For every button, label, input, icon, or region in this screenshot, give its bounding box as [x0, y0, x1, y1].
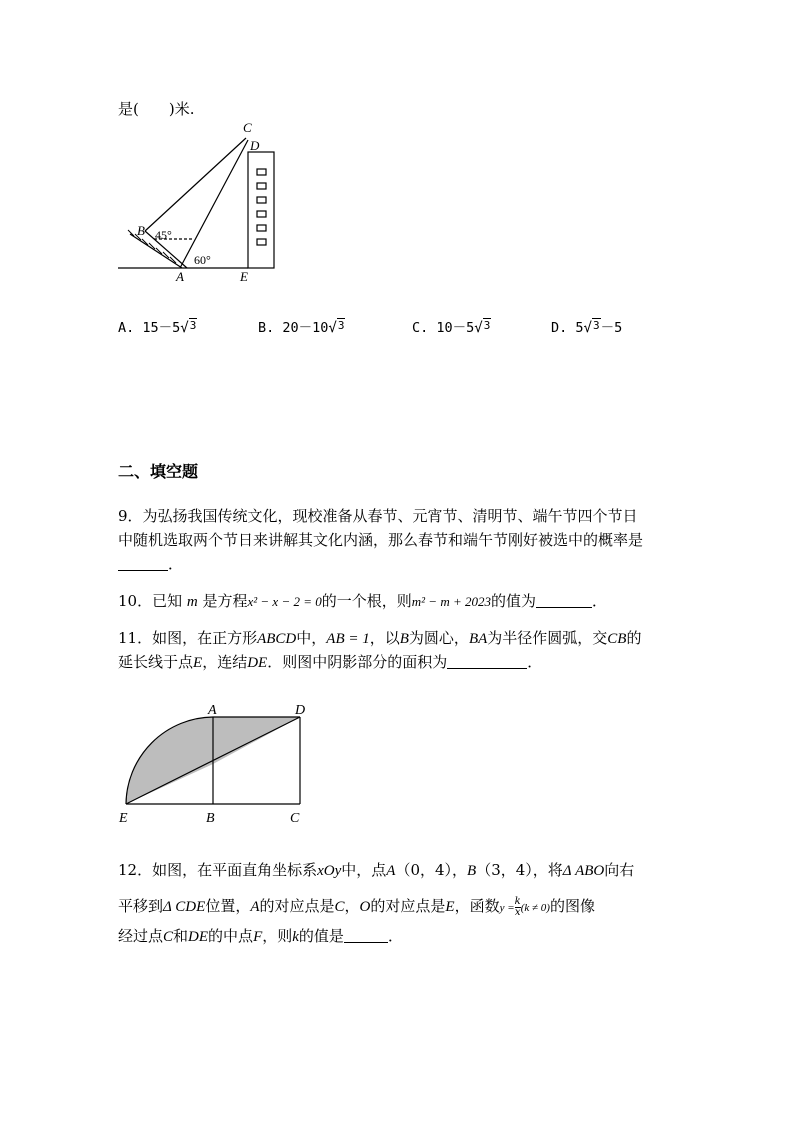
- q11-label-c: C: [290, 811, 300, 826]
- sqrt-icon: √3: [328, 319, 345, 336]
- section-heading: 二、填空题: [118, 462, 199, 481]
- q8-label-c: C: [243, 120, 252, 135]
- q9-answer-blank[interactable]: [118, 556, 168, 571]
- q9-line-1: 9．为弘扬我国传统文化，现校准备从春节、元宵节、清明节、端午节四个节日: [118, 507, 638, 525]
- q11-label-e: E: [119, 811, 128, 826]
- q8-option-d[interactable]: D. 5√3－5: [551, 319, 623, 336]
- sqrt-icon: √3: [474, 319, 491, 336]
- q8-option-b[interactable]: B. 20－10√3: [258, 319, 345, 336]
- q8-option-a[interactable]: A. 15－5√3: [118, 319, 197, 336]
- sqrt-icon: √3: [583, 319, 600, 336]
- q10-answer-blank[interactable]: [536, 593, 592, 608]
- q12-fraction: $\frac{k}{x}$: [514, 895, 521, 918]
- q9-line-2: 中随机选取两个节日来讲解其文化内涵，那么春节和端午节刚好被选中的概率是: [118, 531, 644, 549]
- q11-label-a: A: [208, 703, 217, 718]
- q12-answer-blank[interactable]: [344, 928, 388, 943]
- q11-answer-blank[interactable]: [447, 654, 527, 669]
- q8-label-d: D: [250, 138, 260, 153]
- q11-label-d: D: [295, 703, 306, 718]
- sqrt-icon: √3: [180, 319, 197, 336]
- q8-stem-end: 是( )米.: [118, 100, 195, 118]
- q8-label-e: E: [240, 269, 248, 284]
- q8-angle-b: 45°: [155, 228, 172, 242]
- q12-line-2: 平移到Δ CDE位置，A的对应点是C，O的对应点是E，函数y = $\frac{k}{x}$ (k ≠ 0)的图像: [118, 895, 595, 918]
- q11-line-2: 延长线于点E，连结DE．则图中阴影部分的面积为 ．: [118, 653, 543, 671]
- q8-angle-a: 60°: [194, 253, 211, 267]
- q9-line-3: ．: [118, 554, 183, 574]
- q8-figure: [110, 118, 290, 288]
- q11-figure: [112, 698, 312, 828]
- q12-line-1: 12．如图，在平面直角坐标系xOy中，点A（0，4），B（3，4），将Δ ABO向右: [118, 861, 635, 879]
- q11-label-b: B: [206, 811, 215, 826]
- q12-line-3: 经过点C和DE的中点F，则k的值是 ．: [118, 927, 403, 945]
- q11-line-1: 11．如图，在正方形ABCD中，AB = 1，以B为圆心，BA为半径作圆弧，交CB的: [118, 629, 642, 647]
- q10-line: 10．已知 m 是方程x² − x − 2 = 0的一个根，则m² − m + 2023的值为 ．: [118, 592, 608, 610]
- q8-label-a: A: [176, 269, 184, 284]
- q8-label-b: B: [137, 223, 145, 238]
- q11-shaded-region-left: [126, 717, 213, 804]
- q8-option-c[interactable]: C. 10－5√3: [412, 319, 491, 336]
